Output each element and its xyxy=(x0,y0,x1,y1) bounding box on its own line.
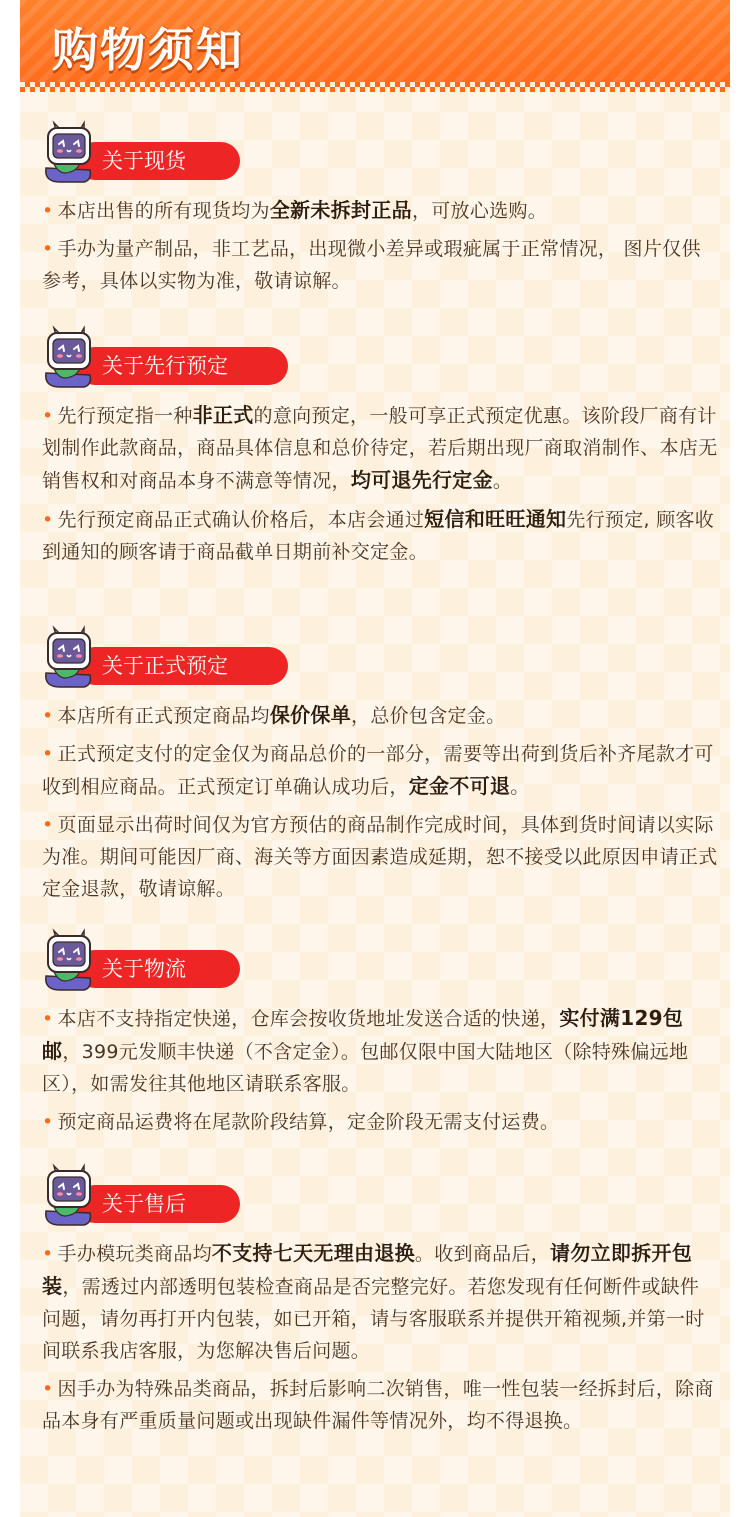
paragraph-text: 。收到商品后， xyxy=(414,1243,551,1265)
section-title-pill: 关于先行预定 xyxy=(76,347,288,385)
section-body xyxy=(20,1229,730,1437)
paragraph-text: ，需透过内部透明包装检查商品是否完整完好。若您发现有任何断件或缺件问题，请勿再打开内包装，如已开箱，请与客服联系并提供开箱视频,并第一时间联系我店客服，为您解决售后问题。 xyxy=(42,1276,705,1362)
section-1 xyxy=(20,120,730,297)
header-zigzag-edge xyxy=(20,82,730,92)
notice-paragraph xyxy=(42,233,718,297)
paragraph-text: 因手办为特殊品类商品，拆封后影响二次销售，唯一性包装一经拆封后，除商品本身有严重质量问题或出现缺件漏件等情况外，均不得退换。 xyxy=(42,1378,714,1432)
notice-paragraph xyxy=(42,1002,718,1100)
paragraph-text: 。 xyxy=(492,470,513,492)
header-banner xyxy=(20,0,730,92)
mascot-icon xyxy=(40,625,98,689)
notice-paragraph xyxy=(42,399,718,497)
emphasis-text: 全新未拆封正品 xyxy=(269,198,412,222)
section-body xyxy=(20,186,730,297)
paragraph-text: 本店所有正式预定商品均 xyxy=(57,705,270,727)
bullet-icon: • xyxy=(42,238,54,260)
bullet-icon: • xyxy=(42,1243,54,1265)
paragraph-text: ，399元发顺丰快递（不含定金）。包邮仅限中国大陆地区（除特殊偏远地区），如需发往其他地区请联系客服。 xyxy=(42,1041,689,1095)
paragraph-text: 预定商品运费将在尾款阶段结算，定金阶段无需支付运费。 xyxy=(57,1111,560,1133)
notice-paragraph xyxy=(42,699,718,732)
bullet-icon: • xyxy=(42,1008,54,1030)
section-body xyxy=(20,994,730,1138)
notice-paragraph xyxy=(42,809,718,905)
bullet-icon: • xyxy=(42,200,54,222)
section-2 xyxy=(20,325,730,568)
mascot-icon xyxy=(40,325,98,389)
paragraph-text: 本店不支持指定快递，仓库会按收货地址发送合适的快递， xyxy=(57,1008,560,1030)
mascot-icon xyxy=(40,928,98,992)
paragraph-text: 先行预定商品正式确认价格后，本店会通过 xyxy=(57,509,425,531)
section-title-pill: 关于物流 xyxy=(76,950,240,988)
mascot-icon xyxy=(40,1163,98,1227)
emphasis-text: 请勿立即拆开包装 xyxy=(42,1241,693,1298)
notice-paragraph xyxy=(42,1106,718,1138)
bullet-icon: • xyxy=(42,405,54,427)
section-title-pill: 关于售后 xyxy=(76,1185,240,1223)
paragraph-text: 先行预定指一种 xyxy=(57,405,193,427)
bullet-icon: • xyxy=(42,743,54,765)
bullet-icon: • xyxy=(42,1378,54,1400)
emphasis-text: 非正式 xyxy=(192,403,254,427)
bullet-icon: • xyxy=(42,509,54,531)
paragraph-text: ，可放心选购。 xyxy=(411,200,548,222)
section-heading xyxy=(20,928,730,994)
notice-paragraph xyxy=(42,738,718,803)
bullet-icon: • xyxy=(42,1111,54,1133)
page-title: 购物须知 xyxy=(52,23,244,77)
shopping-notice-panel xyxy=(20,0,730,1517)
notice-paragraph xyxy=(42,1373,718,1437)
paragraph-text: 正式预定支付的定金仅为商品总价的一部分，需要等出荷到货后补齐尾款才可收到相应商品。正式预定订单确认成功后， xyxy=(42,743,714,798)
section-5 xyxy=(20,1163,730,1437)
emphasis-text: 短信和旺旺通知 xyxy=(424,507,567,531)
bullet-icon: • xyxy=(42,814,54,836)
paragraph-text: ，总价包含定金。 xyxy=(351,705,506,727)
section-3 xyxy=(20,625,730,905)
notice-paragraph xyxy=(42,1237,718,1367)
section-heading xyxy=(20,1163,730,1229)
section-title-pill: 关于现货 xyxy=(76,142,240,180)
paragraph-text: 页面显示出荷时间仅为官方预估的商品制作完成时间，具体到货时间请以实际为准。期间可能因厂商、海关等方面因素造成延期，恕不接受以此原因申请正式定金退款，敬请谅解。 xyxy=(42,814,718,900)
paragraph-text: 手办为量产制品，非工艺品，出现微小差异或瑕疵属于正常情况， 图片仅供参考，具体以实物为准，敬请谅解。 xyxy=(42,238,701,292)
section-heading xyxy=(20,120,730,186)
section-4 xyxy=(20,928,730,1138)
paragraph-text: 手办模玩类商品均 xyxy=(57,1243,212,1265)
notice-paragraph xyxy=(42,503,718,568)
section-body xyxy=(20,691,730,905)
section-title-pill: 关于正式预定 xyxy=(76,647,288,685)
emphasis-text: 实付满129包邮 xyxy=(42,1006,684,1063)
paragraph-text: 先行预定, 顾客收到通知的顾客请于商品截单日期前补交定金。 xyxy=(42,509,715,563)
section-body xyxy=(20,391,730,568)
paragraph-text: 本店出售的所有现货均为 xyxy=(57,200,270,222)
emphasis-text: 定金不可退 xyxy=(408,774,511,798)
paragraph-text: 。 xyxy=(510,776,530,798)
mascot-icon xyxy=(40,120,98,184)
notice-paragraph xyxy=(42,194,718,227)
paragraph-text: 的意向预定，一般可享正式预定优惠。该阶段厂商有计划制作此款商品，商品具体信息和总价待定，若后期出现厂商取消制作、本店无销售权和对商品本身不满意等情况， xyxy=(42,405,718,492)
emphasis-text: 保价保单 xyxy=(269,703,352,727)
bullet-icon: • xyxy=(42,705,54,727)
section-heading xyxy=(20,325,730,391)
section-heading xyxy=(20,625,730,691)
emphasis-text: 均可退先行定金 xyxy=(350,468,493,492)
emphasis-text: 不支持七天无理由退换 xyxy=(211,1241,415,1265)
